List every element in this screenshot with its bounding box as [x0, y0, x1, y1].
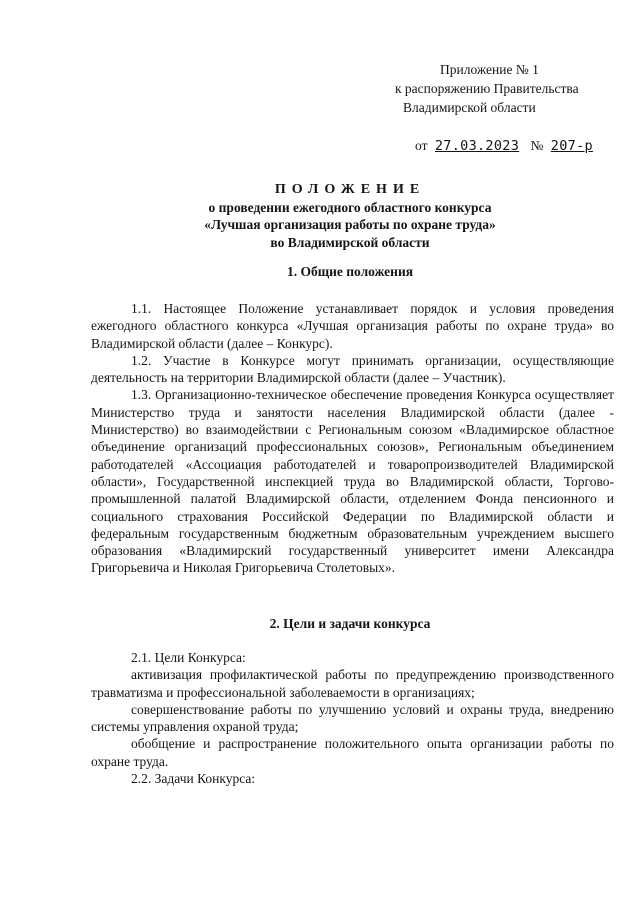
section-2-heading: 2. Цели и задачи конкурса	[269, 616, 431, 631]
goal-item-2: совершенствование работы по улучшению условий и охраны труда, внедрению системы управления охраной труда;	[91, 701, 614, 735]
appendix-region: Владимирской области	[403, 100, 536, 115]
appendix-ref: к распоряжению Правительства	[395, 81, 579, 96]
paragraph-1-3: 1.3. Организационно-техническое обеспечение проведения Конкурса осуществляет Министерство труда и занятости населения Владимирской области (далее - Министерство) во взаимодействии с Региональным союзом «Владимирское областное объединение организаций профессиональных союзов», Региональным объединением работодателей «Ассоциация работодателей и товаропроизводителей Владимирской области», Государственной инспекцией труда во Владимирской области, Торгово-промышленной палатой Владимирской области, отделением Фонда пенсионного и социального страхования Российской Федерации по Владимирской области и федеральным государственным бюджетным образовательным учреждением высшего образования «Владимирский государственный университет имени Александра Григорьевича и Николая Григорьевича Столетовых».	[91, 387, 614, 576]
paragraph-1-2: 1.2. Участие в Конкурсе могут принимать организации, осуществляющие деятельность на территории Владимирской области (далее – Участник).	[91, 352, 614, 386]
decree-date-line	[415, 136, 610, 156]
title-line-2: «Лучшая организация работы по охране труда»	[204, 217, 496, 232]
section-1-body	[91, 300, 614, 577]
decree-number: 207-р	[550, 138, 593, 154]
paragraph-2-1: 2.1. Цели Конкурса:	[131, 650, 246, 665]
paragraph-2-2: 2.2. Задачи Конкурса:	[131, 771, 256, 787]
paragraph-1-1: 1.1. Настоящее Положение устанавливает порядок и условия проведения ежегодного областного конкурса «Лучшая организация работы по охране труда» во Владимирской области (далее – Конкурс).	[91, 301, 614, 351]
section-2-body	[91, 649, 614, 787]
title-line-3: во Владимирской области	[270, 234, 430, 250]
goal-item-3: обобщение и распространение положительного опыта организации работы по охране труда.	[91, 736, 614, 769]
document-title	[80, 181, 620, 251]
number-prefix: №	[530, 138, 544, 153]
goal-item-1: активизация профилактической работы по предупреждению производственного травматизма и профессиональной заболеваемости в организациях;	[91, 667, 614, 700]
title-heading: ПОЛОЖЕНИЕ	[274, 182, 426, 197]
title-line-1: о проведении ежегодного областного конкурса	[208, 199, 492, 215]
date-prefix: от	[415, 138, 428, 153]
decree-date: 27.03.2023	[434, 138, 520, 154]
appendix-title: Приложение № 1	[440, 62, 539, 77]
appendix-block	[395, 60, 610, 156]
section-1-heading: 1. Общие положения	[286, 264, 414, 279]
